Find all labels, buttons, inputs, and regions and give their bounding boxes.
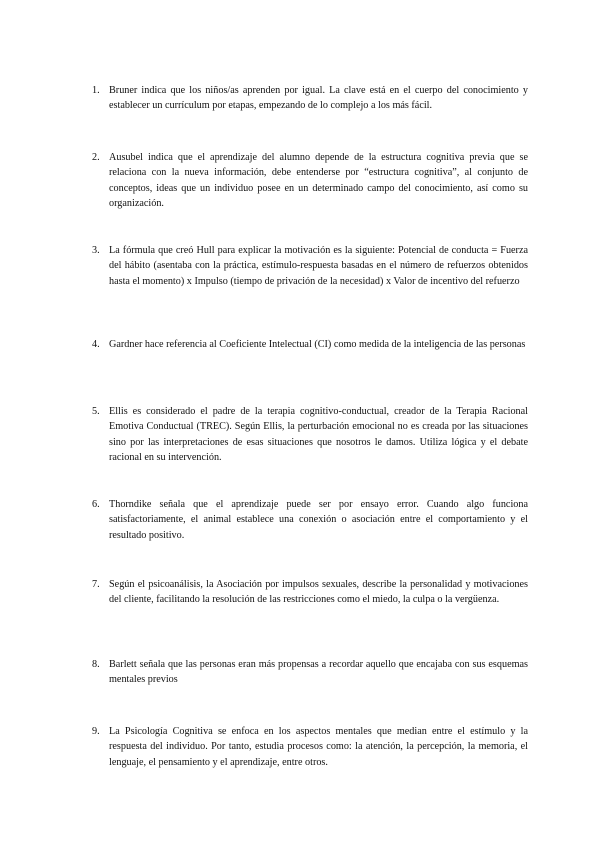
item-text: Thorndike señala que el aprendizaje puede ser por ensayo error. Cuando algo funciona satisfactoriamente, el animal establece una conexión o asociación entre el comportamiento y el resultado positivo. <box>109 499 528 541</box>
item-number: 6. <box>92 499 100 510</box>
item-number: 9. <box>92 726 100 737</box>
list-item <box>92 243 528 289</box>
list-item <box>92 497 528 543</box>
item-number: 5. <box>92 406 100 417</box>
item-number: 8. <box>92 659 100 670</box>
item-text: Gardner hace referencia al Coeficiente Intelectual (CI) como medida de la inteligencia de las personas <box>109 339 526 350</box>
item-number: 4. <box>92 339 100 350</box>
item-number: 1. <box>92 85 100 96</box>
list-item <box>92 404 528 465</box>
list-item <box>92 337 528 352</box>
item-text: Ellis es considerado el padre de la terapia cognitivo-conductual, creador de la Terapia Racional Emotiva Conductual (TREC). Según Ellis, la perturbación emocional no es creada por las situaciones sino por las interpretaciones de esas situaciones que nosotros le damos. Utiliza lógica y el debate racional en su intervención. <box>109 406 528 463</box>
item-number: 7. <box>92 579 100 590</box>
list-item <box>92 150 528 211</box>
item-text: Ausubel indica que el aprendizaje del alumno depende de la estructura cognitiva previa que se relaciona con la nueva información, debe entenderse por “estructura cognitiva”, al conjunto de conceptos, ideas que un individuo posee en un determinado campo del conocimiento, así como su organización. <box>109 152 528 209</box>
item-text: La fórmula que creó Hull para explicar la motivación es la siguiente: Potencial de conducta = Fuerza del hábito (asentaba con la práctica, estímulo-respuesta basadas en el número de refuerzos obtenidos hasta el momento) x Impulso (tiempo de privación de la necesidad) x Valor de incentivo del refuerzo <box>109 245 528 287</box>
item-text: Según el psicoanálisis, la Asociación por impulsos sexuales, describe la personalidad y motivaciones del cliente, facilitando la resolución de las restricciones como el miedo, la culpa o la vergüenza. <box>109 579 528 606</box>
item-text: La Psicología Cognitiva se enfoca en los aspectos mentales que median entre el estímulo y la respuesta del individuo. Por tanto, estudia procesos como: la atención, la percepción, la memoria, el lenguaje, el pensamiento y el aprendizaje, entre otros. <box>109 726 528 768</box>
item-text: Bruner indica que los niños/as aprenden por igual. La clave está en el cuerpo del conocimiento y establecer un currículum por etapas, empezando de lo complejo a los más fácil. <box>109 85 528 112</box>
item-number: 3. <box>92 245 100 256</box>
list-item <box>92 83 528 114</box>
item-text: Barlett señala que las personas eran más propensas a recordar aquello que encajaba con sus esquemas mentales previos <box>109 659 528 686</box>
list-item <box>92 657 528 688</box>
list-item <box>92 724 528 770</box>
item-number: 2. <box>92 152 100 163</box>
list-item <box>92 577 528 608</box>
